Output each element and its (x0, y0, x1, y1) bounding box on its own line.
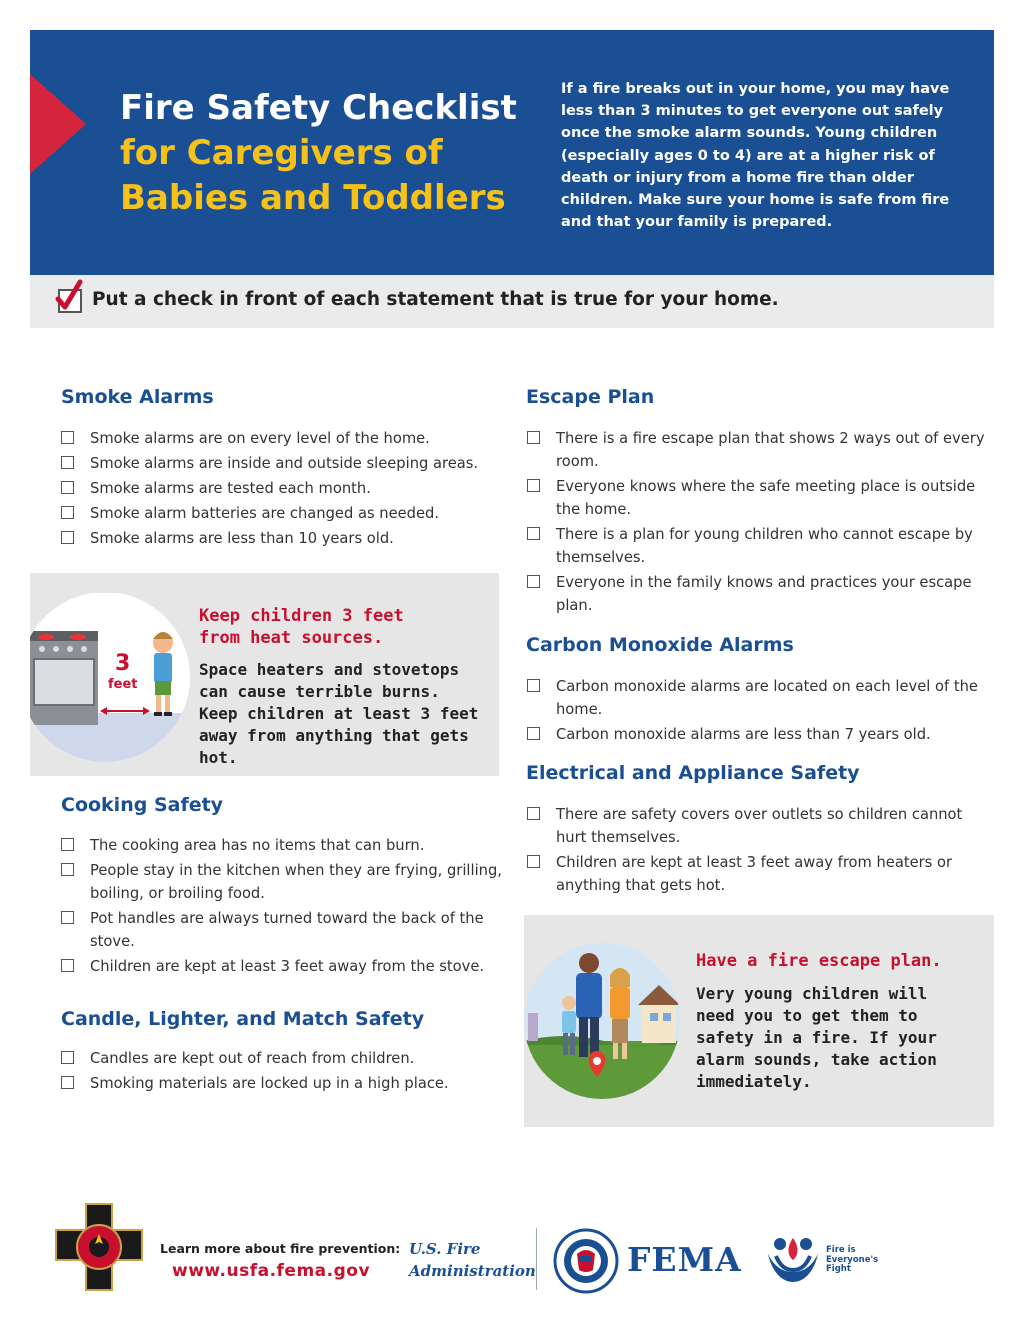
page-title (120, 86, 540, 221)
dhs-seal-icon (553, 1228, 619, 1294)
checkbox[interactable] (527, 479, 540, 492)
checkbox[interactable] (61, 1051, 74, 1064)
fief-line-2: Everyone's (826, 1254, 879, 1265)
checkmark-icon (54, 279, 84, 313)
list-item[interactable]: There is a plan for young children who cannot escape by themselves. (526, 523, 986, 569)
list-item[interactable]: Smoke alarms are on every level of the home. (60, 427, 510, 450)
title-line-1: Fire Safety Checklist (120, 88, 517, 128)
escape-callout-body: Very young children will need you to get them to safety in a fire. If your alarm sounds, take action immediately. (696, 984, 937, 1091)
usfa-wordmark (409, 1238, 536, 1282)
footer-divider (536, 1228, 537, 1290)
list-item[interactable]: People stay in the kitchen when they are frying, grilling, boiling, or broiling food. (60, 859, 505, 905)
list-item[interactable]: Children are kept at least 3 feet away from heaters or anything that gets hot. (526, 851, 986, 897)
heat-sources-callout (30, 573, 499, 776)
co-alarms-list (526, 673, 986, 746)
list-item[interactable]: Carbon monoxide alarms are located on each level of the home. (526, 675, 986, 721)
heat-callout-title: Keep children 3 feet from heat sources. (199, 606, 404, 648)
fema-wordmark: FEMA (627, 1240, 742, 1279)
list-item[interactable]: Smoke alarms are less than 10 years old. (60, 527, 510, 550)
header-banner (30, 30, 994, 275)
list-item[interactable]: Candles are kept out of reach from children. (60, 1047, 510, 1070)
fire-department-badge-icon (54, 1202, 144, 1292)
instruction-text: Put a check in front of each statement that is true for your home. (92, 289, 779, 310)
electrical-safety-list (526, 801, 986, 897)
learn-more-text: Learn more about fire prevention: (160, 1241, 401, 1256)
list-item[interactable]: Carbon monoxide alarms are less than 7 years old. (526, 723, 986, 746)
list-item[interactable]: Smoke alarms are tested each month. (60, 477, 510, 500)
usfa-url-link[interactable]: www.usfa.fema.gov (172, 1261, 371, 1281)
family-illustration (524, 941, 680, 1101)
title-line-2: for Caregivers of (120, 133, 443, 173)
list-item[interactable]: Smoke alarm batteries are changed as needed. (60, 502, 510, 525)
checkbox[interactable] (527, 727, 540, 740)
red-arrow-icon (30, 74, 86, 174)
list-item[interactable]: The cooking area has no items that can burn. (60, 834, 505, 857)
heat-callout-body: Space heaters and stovetops can cause terrible burns. Keep children at least 3 feet away from anything that gets hot. (199, 660, 479, 767)
electrical-safety-heading: Electrical and Appliance Safety (526, 762, 860, 784)
checkbox[interactable] (527, 679, 540, 692)
fire-is-everyones-fight-logo-icon (762, 1232, 824, 1288)
escape-plan-list (526, 425, 986, 617)
intro-paragraph: If a fire breaks out in your home, you may have less than 3 minutes to get everyone out safely once the smoke alarm sounds. Young children (especially ages 0 to 4) are at a higher risk of death or injury from a home fire than older children. Make sure your home is safe from fire and that your family is prepared. (561, 81, 950, 231)
checkbox[interactable] (527, 431, 540, 444)
cooking-safety-heading: Cooking Safety (61, 794, 224, 816)
usfa-line-1: U.S. Fire (409, 1240, 481, 1258)
fief-line-3: Fight (826, 1264, 851, 1274)
list-item[interactable]: Smoking materials are locked up in a high place. (60, 1072, 510, 1095)
co-alarms-heading: Carbon Monoxide Alarms (526, 634, 794, 656)
fief-line-1: Fire is (826, 1245, 856, 1255)
escape-plan-heading: Escape Plan (526, 386, 655, 408)
checkbox[interactable] (61, 481, 74, 494)
usfa-line-2: Administration (409, 1262, 536, 1280)
distance-number: 3 (115, 651, 131, 676)
distance-unit: feet (108, 677, 138, 692)
list-item[interactable]: There are safety covers over outlets so children cannot hurt themselves. (526, 803, 986, 849)
cooking-safety-list (60, 832, 505, 978)
checkbox[interactable] (527, 855, 540, 868)
checkbox[interactable] (61, 863, 74, 876)
checkbox[interactable] (61, 431, 74, 444)
smoke-alarms-heading: Smoke Alarms (61, 386, 214, 408)
checkbox[interactable] (61, 911, 74, 924)
title-line-3: Babies and Toddlers (120, 178, 506, 218)
fire-is-everyones-fight-text (826, 1246, 886, 1275)
list-item[interactable]: Everyone in the family knows and practices your escape plan. (526, 571, 986, 617)
checkbox[interactable] (61, 1076, 74, 1089)
candle-safety-heading: Candle, Lighter, and Match Safety (61, 1008, 425, 1030)
checkbox[interactable] (61, 531, 74, 544)
list-item[interactable]: Everyone knows where the safe meeting place is outside the home. (526, 475, 986, 521)
list-item[interactable]: Pot handles are always turned toward the back of the stove. (60, 907, 505, 953)
checkbox[interactable] (527, 527, 540, 540)
smoke-alarms-list (60, 425, 510, 550)
candle-safety-list (60, 1045, 510, 1095)
escape-callout-title: Have a fire escape plan. (696, 951, 942, 971)
instruction-bar (30, 275, 994, 328)
checkbox[interactable] (61, 959, 74, 972)
list-item[interactable]: Smoke alarms are inside and outside sleeping areas. (60, 452, 510, 475)
checkbox[interactable] (61, 456, 74, 469)
checkbox[interactable] (527, 807, 540, 820)
checkbox[interactable] (61, 838, 74, 851)
list-item[interactable]: There is a fire escape plan that shows 2 ways out of every room. (526, 427, 986, 473)
escape-plan-callout (524, 915, 994, 1127)
checkbox[interactable] (61, 506, 74, 519)
list-item[interactable]: Children are kept at least 3 feet away from the stove. (60, 955, 505, 978)
checkbox[interactable] (527, 575, 540, 588)
